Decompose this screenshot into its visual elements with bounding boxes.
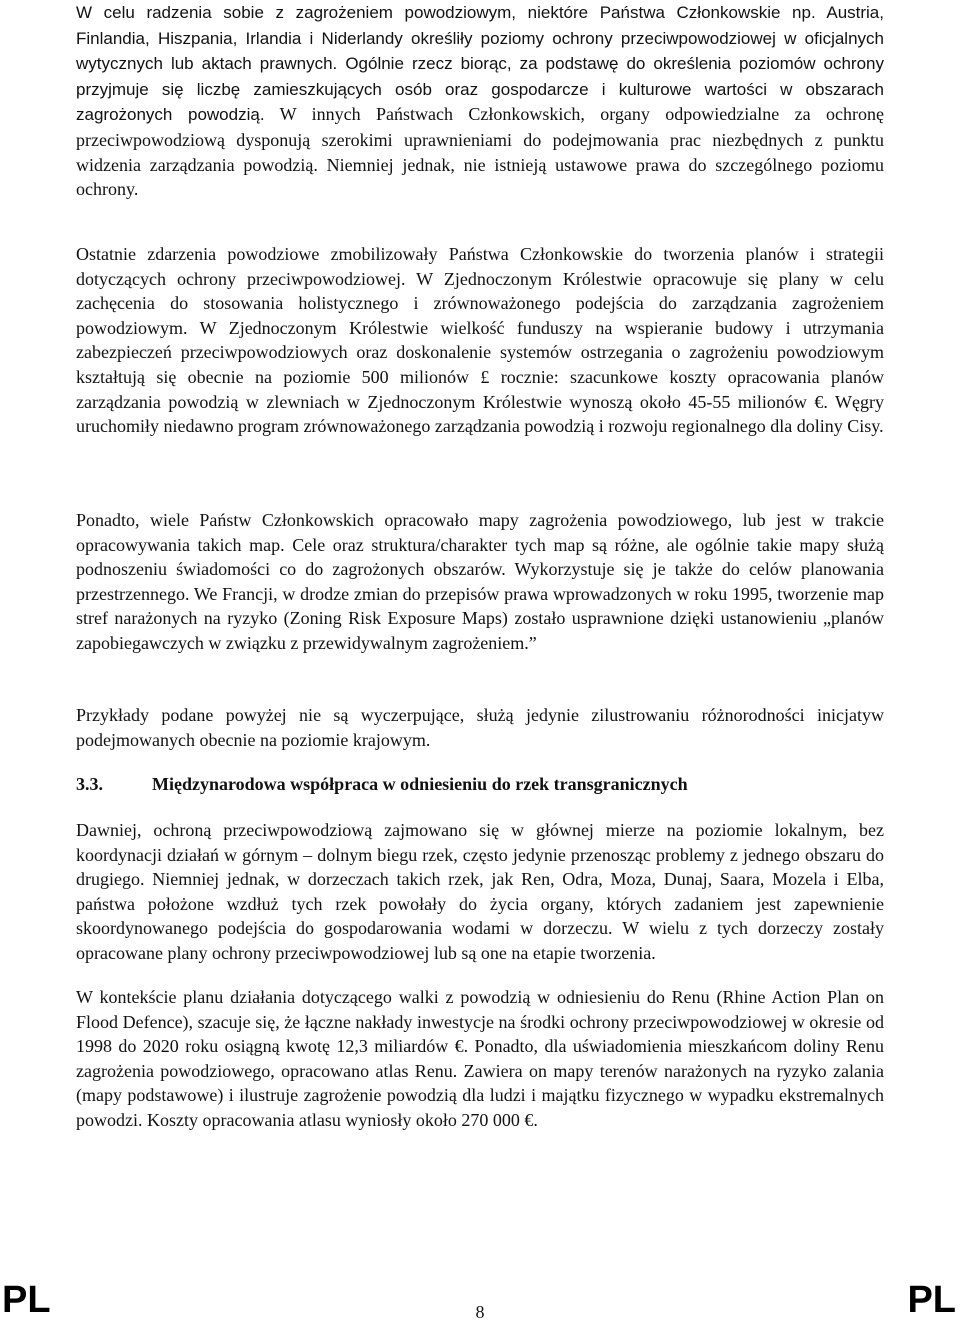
section-heading [76, 774, 688, 795]
paragraph-2 [76, 242, 884, 439]
paragraph-3-text: Ponadto, wiele Państw Członkowskich opracowało mapy zagrożenia powodziowego, lub jest w trakcie opracowywania takich map. Cele oraz struktura/charakter tych map są różne, ale ogólnie takie mapy służą podnoszeniu świadomości co do zagrożonych obszarów. Wykorzystuje się je także do celów planowania przestrzennego. We Francji, w drodze zmian do przepisów prawa wprowadzonych w roku 1995, tworzenie map stref narażonych na ryzyko (Zoning Risk Exposure Maps) zostało usprawnione dzięki ustanowieniu „planów zapobiegawczych w związku z przewidywalnym zagrożeniem.” [76, 510, 884, 653]
paragraph-3 [76, 508, 884, 656]
footer-language-left: PL [2, 1279, 51, 1321]
paragraph-5 [76, 818, 884, 966]
paragraph-1 [76, 0, 884, 202]
section-number: 3.3. [76, 774, 103, 794]
paragraph-1-sans-text: W celu radzenia sobie z zagrożeniem powodziowym, niektóre Państwa Członkowskie np. Austria, Finlandia, Hiszpania, Irlandia i Niderlandy określiły poziomy ochrony przeciwpowodziowej w oficjalnych wytycznych lub aktach prawnych. Ogólnie rzecz biorąc, za podstawę do określenia poziomów ochrony przyjmuje się liczbę zamieszkujących osób oraz gospodarcze i kulturowe wartości w obszarach zagrożonych powodzią. [76, 3, 884, 125]
paragraph-2-text: Ostatnie zdarzenia powodziowe zmobilizowały Państwa Członkowskie do tworzenia planów i strategii dotyczących ochrony przeciwpowodziowej. W Zjednoczonym Królestwie opracowuje się plany w celu zachęcenia do stosowania holistycznego i zrównoważonego podejścia do zarządzania zagrożeniem powodziowym. W Zjednoczonym Królestwie wielkość funduszy na wspieranie budowy i utrzymania zabezpieczeń przeciwpowodziowych oraz doskonalenie systemów ostrzegania o zagrożeniu powodziowym kształtują się obecnie na poziomie 500 milionów £ rocznie: szacunkowe koszty opracowania planów zarządzania powodzią w zlewniach w Zjednoczonym Królestwie wynoszą około 45-55 milionów €. Węgry uruchomiły niedawno program zrównoważonego zarządzania powodzią i rozwoju regionalnego dla doliny Cisy. [76, 244, 884, 437]
footer-language-right: PL [907, 1279, 956, 1321]
paragraph-4-text: Przykłady podane powyżej nie są wyczerpujące, służą jedynie zilustrowaniu różnorodności inicjatyw podejmowanych obecnie na poziomie krajowym. [76, 705, 884, 750]
paragraph-6-text: W kontekście planu działania dotyczącego walki z powodzią w odniesieniu do Renu (Rhine Action Plan on Flood Defence), szacuje się, że łączne nakłady inwestycje na środki ochrony przeciwpowodziowej w okresie od 1998 do 2020 roku osiągną kwotę 12,3 miliardów €. Ponadto, dla uświadomienia mieszkańcom doliny Renu zagrożenia powodziowego, opracowano atlas Renu. Zawiera on mapy terenów narażonych na ryzyko zalania (mapy podstawowe) i ilustruje zagrożenie powodzią dla ludzi i majątku fizycznego w wypadku ekstremalnych powodzi. Koszty opracowania atlasu wyniosły około 270 000 €. [76, 987, 884, 1130]
section-title: Międzynarodowa współpraca w odniesieniu do rzek transgranicznych [152, 774, 688, 794]
paragraph-4 [76, 703, 884, 752]
paragraph-1-serif-text: W innych Państwach Członkowskich, organy odpowiedzialne za ochronę przeciwpowodziową dysponują szerokimi uprawnieniami do podejmowania prac niezbędnych z punktu widzenia zarządzania powodzią. Niemniej jednak, nie istnieją ustawowe prawa do szczególnego poziomu ochrony. [76, 104, 884, 200]
paragraph-6 [76, 985, 884, 1133]
paragraph-5-text: Dawniej, ochroną przeciwpowodziową zajmowano się w głównej mierze na poziomie lokalnym, bez koordynacji działań w górnym – dolnym biegu rzek, często jedynie przenosząc problemy z jednego obszaru do drugiego. Niemniej jednak, w dorzeczach takich rzek, jak Ren, Odra, Moza, Dunaj, Saara, Mozela i Elba, państwa położone wzdłuż tych rzek powołały do życia organy, których zadaniem jest zapewnienie skoordynowanego podejścia do gospodarowania wodami w dorzeczu. W wielu z tych dorzeczy zostały opracowane plany ochrony przeciwpowodziowej lub są one na etapie tworzenia. [76, 820, 884, 963]
page-number: 8 [475, 1302, 485, 1322]
